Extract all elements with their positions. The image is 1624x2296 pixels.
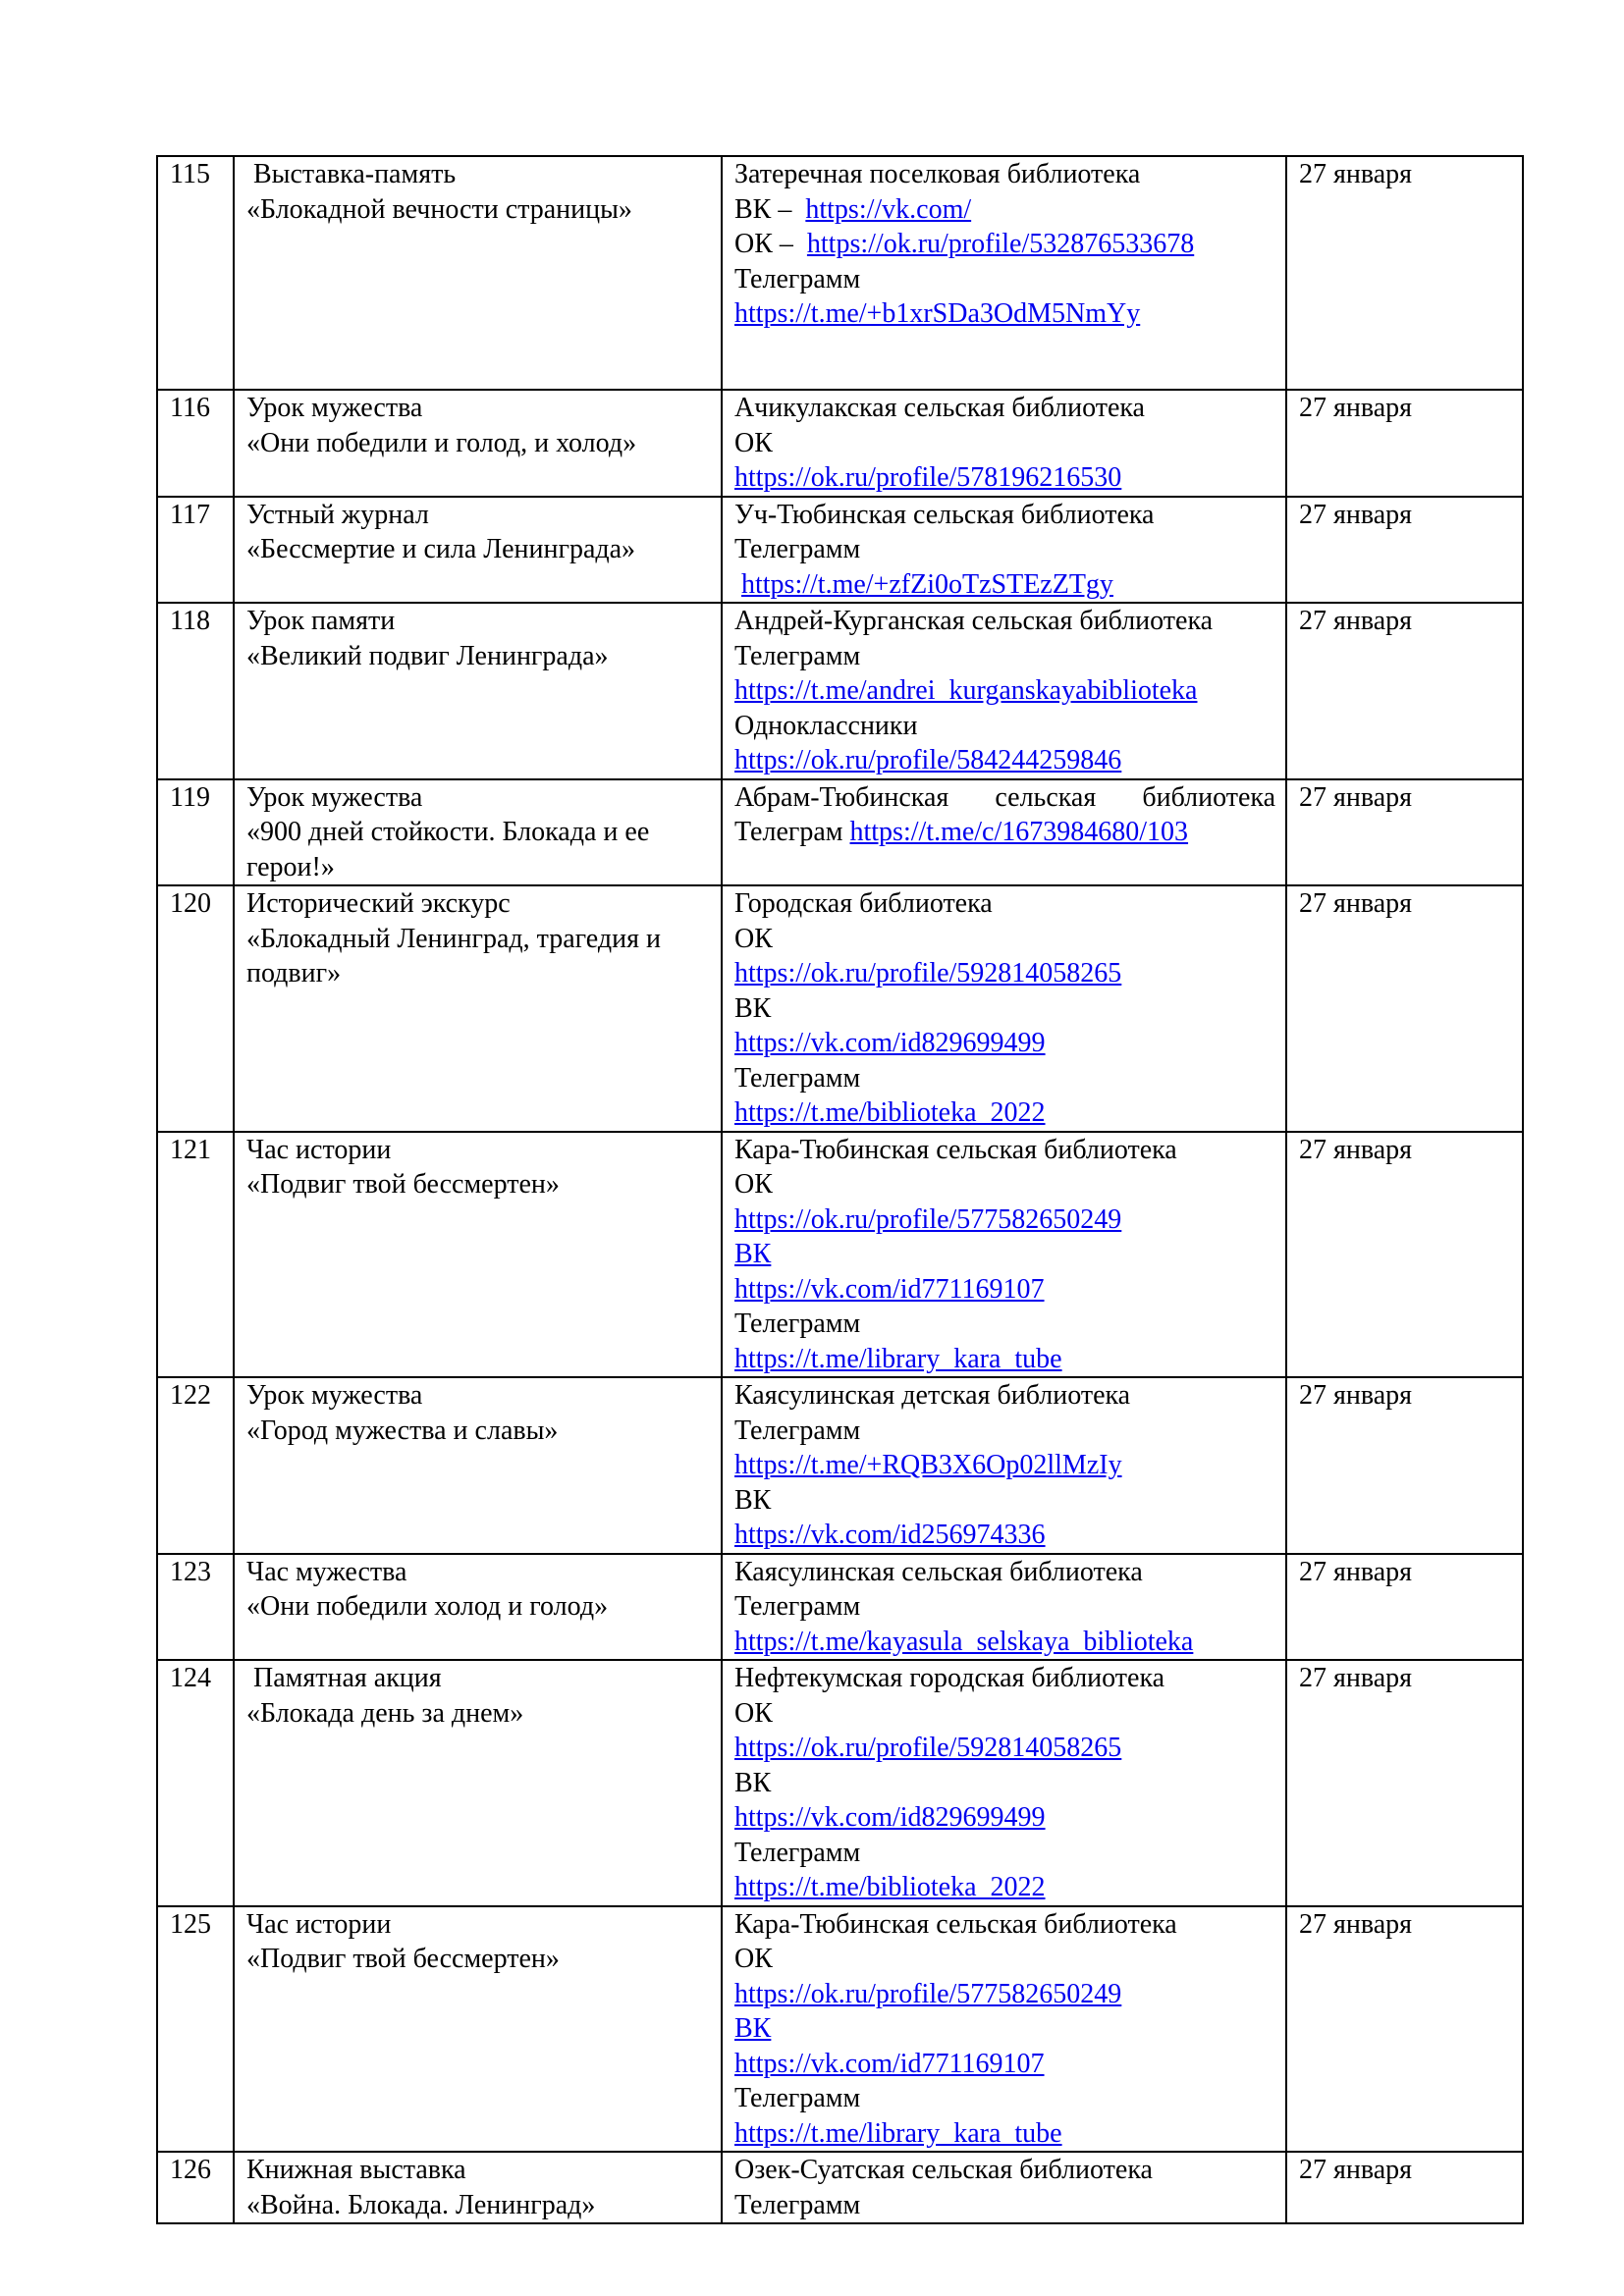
event-name: «Подвиг твой бессмертен» bbox=[246, 1944, 560, 1974]
event-date: 27 января bbox=[1286, 390, 1523, 497]
location-text: Телеграмм bbox=[734, 2083, 861, 2113]
location-text: ОК bbox=[734, 1944, 773, 1974]
location-text: Кара-Тюбинская сельская библиотека bbox=[734, 1134, 1177, 1165]
event-name: «Они победили холод и голод» bbox=[246, 1591, 609, 1622]
social-link[interactable]: https://vk.com/id771169107 bbox=[734, 1273, 1045, 1305]
event-title-cell bbox=[234, 1554, 722, 1661]
social-link[interactable]: https://ok.ru/profile/577582650249 bbox=[734, 1203, 1122, 1235]
location-text: Озек-Суатская сельская библиотека bbox=[734, 2155, 1153, 2185]
events-table bbox=[156, 155, 1524, 2224]
event-location-cell bbox=[722, 497, 1286, 604]
location-text: Телеграмм bbox=[734, 534, 861, 564]
event-title-cell bbox=[234, 1377, 722, 1554]
table-row bbox=[157, 497, 1523, 604]
event-date: 27 января bbox=[1286, 885, 1523, 1132]
event-location-cell bbox=[722, 156, 1286, 390]
location-text: ВК bbox=[734, 1484, 772, 1516]
event-title-cell bbox=[234, 156, 722, 390]
event-title-cell bbox=[234, 390, 722, 497]
link-line bbox=[734, 1202, 1275, 1238]
table-row bbox=[157, 1132, 1523, 1378]
link-line bbox=[734, 1448, 1275, 1483]
location-text: Андрей-Курганская сельская библиотека bbox=[734, 606, 1214, 636]
event-name: «Бессмертие и сила Ленинграда» bbox=[246, 534, 636, 564]
table-row bbox=[157, 885, 1523, 1132]
event-date: 27 января bbox=[1286, 1554, 1523, 1661]
location-text: ОК bbox=[734, 1697, 773, 1729]
location-text: Телеграмм bbox=[734, 640, 861, 671]
event-date: 27 января bbox=[1286, 1132, 1523, 1378]
event-format: Час истории bbox=[246, 1134, 392, 1165]
event-title-cell bbox=[234, 497, 722, 604]
location-text: Кара-Тюбинская сельская библиотека bbox=[734, 1908, 1177, 1940]
social-link[interactable]: https://ok.ru/profile/592814058265 bbox=[734, 1733, 1122, 1763]
event-title-cell bbox=[234, 1660, 722, 1906]
link-line bbox=[734, 1625, 1275, 1660]
event-format: Устный журнал bbox=[246, 499, 429, 530]
social-link[interactable]: https://t.me/biblioteka_2022 bbox=[734, 1097, 1046, 1128]
row-number: 122 bbox=[157, 1377, 234, 1554]
location-text: Телеграмм bbox=[734, 1837, 861, 1868]
event-title-cell bbox=[234, 779, 722, 886]
social-link[interactable]: https://t.me/biblioteka_2022 bbox=[734, 1872, 1046, 1902]
event-name: «Они победили и голод, и холод» bbox=[246, 427, 637, 458]
link-line bbox=[734, 296, 1275, 332]
social-link[interactable]: https://t.me/kayasula_selskaya_biblioteka bbox=[734, 1626, 1194, 1657]
link-label: Телеграм bbox=[734, 817, 850, 847]
link-line bbox=[734, 2116, 1275, 2152]
location-text: ОК bbox=[734, 1169, 773, 1200]
event-name: «Великий подвиг Ленинграда» bbox=[246, 640, 609, 671]
link-line bbox=[734, 227, 1275, 262]
link-line bbox=[734, 1518, 1275, 1553]
event-date: 27 января bbox=[1286, 497, 1523, 604]
location-text: Каясулинская сельская библиотека bbox=[734, 1556, 1143, 1587]
events-table-body bbox=[157, 156, 1523, 2223]
social-link[interactable]: https://vk.com/id256974336 bbox=[734, 1520, 1046, 1550]
row-number: 117 bbox=[157, 497, 234, 604]
location-text: Затеречная поселковая библиотека bbox=[734, 159, 1141, 189]
event-name: «Блокада день за днем» bbox=[246, 1697, 524, 1729]
social-link[interactable]: https://t.me/andrei_kurganskayabiblioteka bbox=[734, 675, 1198, 706]
table-row bbox=[157, 1554, 1523, 1661]
link-label bbox=[734, 569, 741, 600]
event-location-cell bbox=[722, 390, 1286, 497]
social-link[interactable]: https://vk.com/id771169107 bbox=[734, 2048, 1045, 2079]
table-row bbox=[157, 603, 1523, 779]
location-text: Телеграмм bbox=[734, 1591, 861, 1622]
social-link[interactable]: https://ok.ru/profile/577582650249 bbox=[734, 1978, 1122, 2009]
link-line bbox=[734, 192, 1275, 228]
social-link[interactable]: https://t.me/library_kara_tube bbox=[734, 2117, 1062, 2149]
link-line bbox=[734, 2047, 1275, 2082]
row-number: 116 bbox=[157, 390, 234, 497]
event-date: 27 января bbox=[1286, 1377, 1523, 1554]
location-text: Телеграмм bbox=[734, 2189, 861, 2220]
event-date: 27 января bbox=[1286, 603, 1523, 779]
link-line bbox=[734, 956, 1275, 991]
event-date: 27 января bbox=[1286, 156, 1523, 390]
location-text: Одноклассники bbox=[734, 710, 918, 741]
social-link[interactable]: https://t.me/+zfZi0oTzSTEzZTgy bbox=[741, 568, 1113, 600]
location-text: ВК bbox=[734, 992, 772, 1024]
event-location-cell bbox=[722, 1132, 1286, 1378]
row-number: 126 bbox=[157, 2152, 234, 2223]
social-link[interactable]: https://ok.ru/profile/592814058265 bbox=[734, 958, 1122, 988]
link-line bbox=[734, 1870, 1275, 1905]
link-line bbox=[734, 1272, 1275, 1308]
link-line bbox=[734, 815, 1275, 850]
social-link[interactable]: ВК bbox=[734, 1239, 772, 1269]
link-line bbox=[734, 1800, 1275, 1836]
social-link[interactable]: https://t.me/+RQB3X6Op02llMzIy bbox=[734, 1450, 1122, 1480]
location-text: ВК bbox=[734, 1767, 772, 1798]
row-number: 120 bbox=[157, 885, 234, 1132]
table-row bbox=[157, 1906, 1523, 2153]
event-format: Памятная акция bbox=[246, 1663, 442, 1693]
location-text: Ачикулакская сельская библиотека bbox=[734, 393, 1145, 423]
social-link[interactable]: https://vk.com/id829699499 bbox=[734, 1028, 1046, 1058]
location-text: Уч-Тюбинская сельская библиотека bbox=[734, 499, 1155, 530]
event-name: «Блокадной вечности страницы» bbox=[246, 193, 632, 225]
link-label: ВК – bbox=[734, 193, 806, 225]
link-line bbox=[734, 1731, 1275, 1766]
event-date: 27 января bbox=[1286, 2152, 1523, 2223]
event-title-cell bbox=[234, 603, 722, 779]
event-format: Урок мужества bbox=[246, 781, 423, 813]
event-format: Урок памяти bbox=[246, 606, 396, 636]
event-name: «Блокадный Ленинград, трагедия и подвиг» bbox=[246, 923, 668, 988]
location-text: ОК bbox=[734, 923, 773, 954]
event-location-cell bbox=[722, 603, 1286, 779]
location-text: Телеграмм bbox=[734, 1062, 861, 1094]
row-number: 119 bbox=[157, 779, 234, 886]
row-number: 118 bbox=[157, 603, 234, 779]
event-location-cell bbox=[722, 2152, 1286, 2223]
link-line bbox=[734, 1095, 1275, 1131]
link-label: ОК – bbox=[734, 229, 807, 259]
row-number: 125 bbox=[157, 1906, 234, 2153]
social-link[interactable]: https://vk.com/ bbox=[805, 193, 972, 225]
table-row bbox=[157, 779, 1523, 886]
event-date: 27 января bbox=[1286, 1660, 1523, 1906]
table-row bbox=[157, 2152, 1523, 2223]
social-link[interactable]: https://t.me/c/1673984680/103 bbox=[849, 817, 1189, 847]
location-text: ОК bbox=[734, 427, 773, 458]
table-row bbox=[157, 156, 1523, 390]
link-line bbox=[734, 1342, 1275, 1377]
event-format: Урок мужества bbox=[246, 393, 423, 423]
link-line bbox=[734, 2011, 1275, 2047]
event-date: 27 января bbox=[1286, 1906, 1523, 2153]
link-line bbox=[734, 1026, 1275, 1061]
social-link[interactable]: https://ok.ru/profile/578196216530 bbox=[734, 462, 1122, 493]
event-format: Книжная выставка bbox=[246, 2155, 466, 2185]
social-link[interactable]: https://ok.ru/profile/532876533678 bbox=[806, 229, 1195, 259]
event-location-cell bbox=[722, 1660, 1286, 1906]
link-line bbox=[734, 1977, 1275, 2012]
table-row bbox=[157, 1377, 1523, 1554]
location-text: Телеграмм bbox=[734, 1308, 861, 1339]
link-line bbox=[734, 673, 1275, 709]
event-format: Урок мужества bbox=[246, 1380, 423, 1411]
location-text: Абрам-Тюбинская сельская библиотека bbox=[734, 781, 1275, 813]
event-date: 27 января bbox=[1286, 779, 1523, 886]
event-format: Исторический экскурс bbox=[246, 888, 511, 919]
event-title-cell bbox=[234, 1132, 722, 1378]
event-title-cell bbox=[234, 885, 722, 1132]
event-location-cell bbox=[722, 1554, 1286, 1661]
link-line bbox=[734, 1237, 1275, 1272]
event-format: Час истории bbox=[246, 1908, 392, 1940]
table-row bbox=[157, 1660, 1523, 1906]
event-format: Выставка-память bbox=[246, 159, 457, 189]
event-location-cell bbox=[722, 1906, 1286, 2153]
event-name: «Война. Блокада. Ленинград» bbox=[246, 2189, 596, 2220]
location-text: Телеграмм bbox=[734, 1415, 861, 1446]
social-link[interactable]: https://t.me/+b1xrSDa3OdM5NmYy bbox=[734, 298, 1141, 329]
social-link[interactable]: https://vk.com/id829699499 bbox=[734, 1802, 1046, 1833]
social-link[interactable]: https://ok.ru/profile/584244259846 bbox=[734, 745, 1122, 775]
link-line bbox=[734, 743, 1275, 778]
social-link[interactable]: ВК bbox=[734, 2013, 772, 2044]
link-line bbox=[734, 460, 1275, 496]
table-row bbox=[157, 390, 1523, 497]
event-name: «Подвиг твой бессмертен» bbox=[246, 1169, 560, 1200]
row-number: 123 bbox=[157, 1554, 234, 1661]
row-number: 124 bbox=[157, 1660, 234, 1906]
event-title-cell bbox=[234, 1906, 722, 2153]
location-text: Городская библиотека bbox=[734, 888, 993, 919]
event-name: «900 дней стойкости. Блокада и ее герои!» bbox=[246, 817, 657, 882]
event-location-cell bbox=[722, 1377, 1286, 1554]
event-name: «Город мужества и славы» bbox=[246, 1415, 559, 1446]
link-line bbox=[734, 567, 1275, 603]
row-number: 115 bbox=[157, 156, 234, 390]
location-text: Телеграмм bbox=[734, 263, 861, 294]
event-title-cell bbox=[234, 2152, 722, 2223]
location-text: Нефтекумская городская библиотека bbox=[734, 1663, 1165, 1693]
event-format: Час мужества bbox=[246, 1556, 407, 1587]
location-text: Каясулинская детская библиотека bbox=[734, 1380, 1131, 1411]
event-location-cell bbox=[722, 779, 1286, 886]
row-number: 121 bbox=[157, 1132, 234, 1378]
event-location-cell bbox=[722, 885, 1286, 1132]
social-link[interactable]: https://t.me/library_kara_tube bbox=[734, 1343, 1062, 1374]
